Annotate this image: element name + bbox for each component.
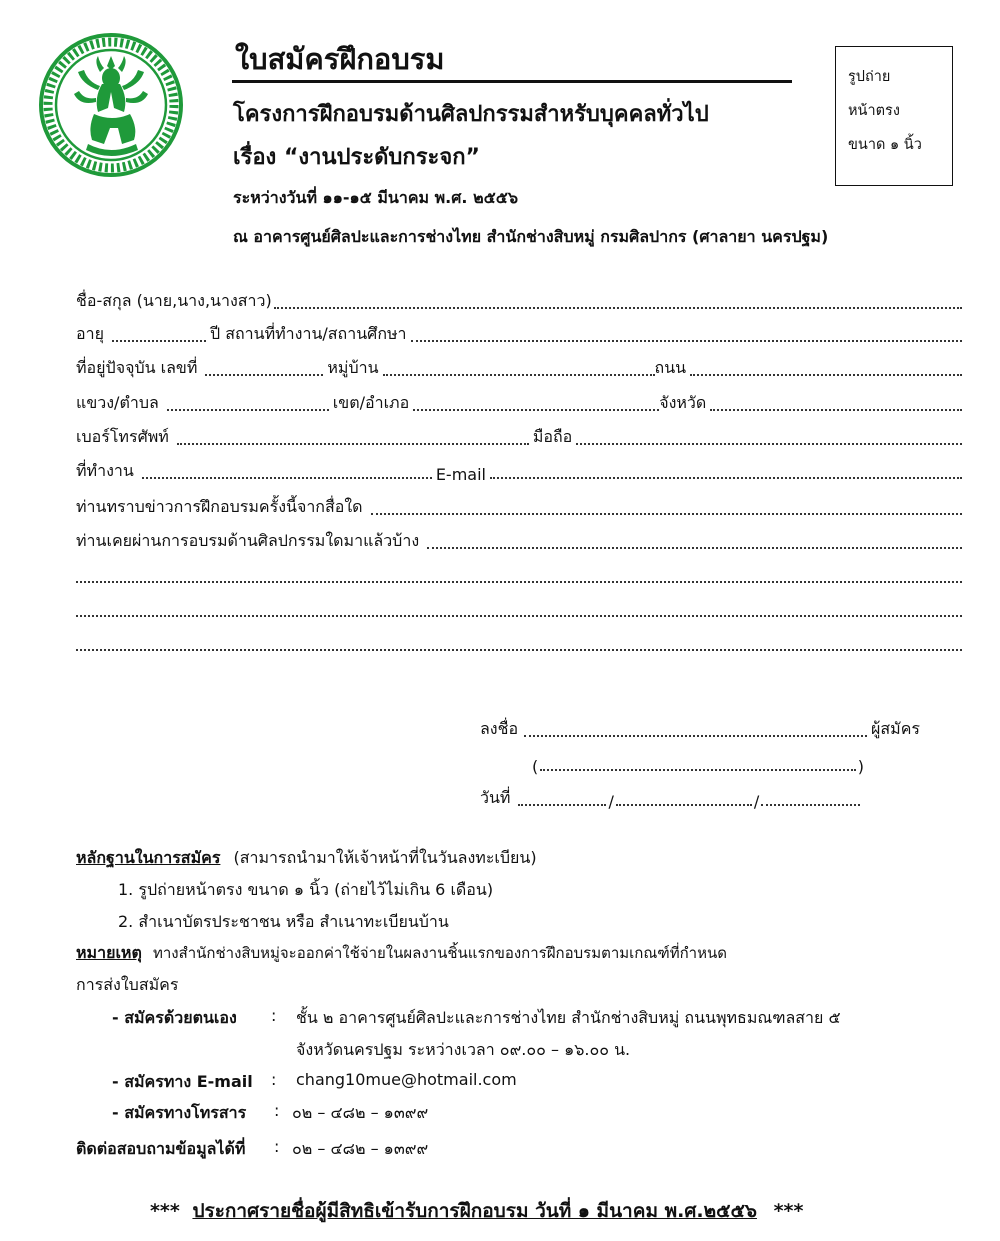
signature-row	[480, 716, 920, 742]
subdistrict-label: แขวง/ตำบล	[76, 393, 159, 412]
age-row	[76, 321, 962, 347]
news-source-label: ท่านทราบข่าวการฝึกอบรมครั้งนี้จากสื่อใด	[76, 497, 363, 516]
evidence-note: (สามารถนำมาให้เจ้าหน้าที่ในวันลงทะเบียน)	[233, 848, 537, 867]
road-label: ถนน	[654, 358, 687, 377]
photo-box-line3: ขนาด ๑ นิ้ว	[848, 137, 922, 153]
printed-name-row	[532, 750, 864, 776]
evidence-item-1: 1. รูปถ่ายหน้าตรง ขนาด ๑ นิ้ว (ถ่ายไว้ไม่เกิน 6 เดือน)	[118, 880, 494, 899]
age-label: อายุ	[76, 324, 104, 343]
signature-field[interactable]	[524, 735, 867, 737]
applicant-label: ผู้สมัคร	[871, 719, 920, 738]
email-method-colon: :	[271, 1070, 277, 1089]
news-source-row	[76, 494, 962, 520]
fax-method-label: - สมัครทางโทรสาร	[112, 1103, 247, 1122]
evidence-item-2: 2. สำเนาบัตรประชาชน หรือ สำเนาทะเบียนบ้าน	[118, 912, 449, 931]
date-line: ระหว่างวันที่ ๑๑-๑๕ มีนาคม พ.ศ. ๒๕๕๖	[233, 188, 518, 207]
age-field[interactable]	[112, 340, 206, 342]
date-day-field[interactable]	[518, 804, 606, 806]
experience-extra-field-2[interactable]	[76, 615, 962, 617]
sign-label: ลงชื่อ	[480, 719, 519, 738]
title-underline	[232, 80, 792, 83]
workplace-label: ที่ทำงาน	[76, 461, 134, 480]
photo-box-line1: รูปถ่าย	[848, 69, 891, 85]
district-label: เขต/อำเภอ	[332, 393, 410, 412]
date-label: วันที่	[480, 788, 511, 807]
contact-colon: :	[274, 1137, 280, 1156]
evidence-heading: หลักฐานในการสมัคร	[76, 848, 221, 867]
experience-extra-field-3[interactable]	[76, 649, 962, 651]
road-field[interactable]	[690, 374, 962, 376]
course-title: เรื่อง “งานประดับกระจก”	[233, 145, 481, 170]
in-person-label: - สมัครด้วยตนเอง	[112, 1008, 237, 1027]
workplace-school-field[interactable]	[411, 340, 962, 342]
name-row	[76, 288, 962, 314]
experience-extra-row-3	[76, 630, 962, 656]
date-slash-1: /	[608, 792, 614, 811]
email-label: E-mail	[435, 465, 486, 484]
email-address[interactable]: chang10mue@hotmail.com	[296, 1070, 517, 1089]
sign-date-row	[480, 785, 860, 811]
name-field[interactable]	[274, 307, 962, 309]
mobile-field[interactable]	[576, 443, 962, 445]
venue-line: ณ อาคารศูนย์ศิลปะและการช่างไทย สำนักช่างสิบหมู่ กรมศิลปากร (ศาลายา นครปฐม)	[233, 227, 829, 246]
experience-extra-field-1[interactable]	[76, 581, 962, 583]
in-person-address-line2: จังหวัดนครปฐม ระหว่างเวลา ๐๙.๐๐ – ๑๖.๐๐ น.	[296, 1040, 631, 1059]
evidence-heading-line	[76, 846, 537, 871]
village-label: หมู่บ้าน	[327, 358, 379, 377]
workplace-row	[76, 458, 962, 484]
date-year-field[interactable]	[761, 804, 860, 806]
address-row	[76, 355, 962, 381]
contact-label: ติดต่อสอบถามข้อมูลได้ที่	[76, 1139, 246, 1158]
open-paren: (	[532, 757, 539, 776]
note-line	[76, 941, 727, 966]
fax-number: ๐๒ – ๔๘๒ – ๑๓๙๙	[292, 1103, 429, 1122]
phone-field[interactable]	[177, 443, 529, 445]
submission-heading: การส่งใบสมัคร	[76, 975, 179, 994]
announcement-line	[150, 1196, 803, 1226]
stars-right: ***	[773, 1200, 804, 1222]
village-field[interactable]	[383, 374, 655, 376]
news-source-field[interactable]	[371, 513, 962, 515]
email-field[interactable]	[490, 477, 962, 479]
project-title: โครงการฝึกอบรมด้านศิลปกรรมสำหรับบุคคลทั่วไป	[233, 102, 709, 127]
phone-row	[76, 424, 962, 450]
mobile-label: มือถือ	[532, 427, 573, 446]
fine-arts-department-emblem	[38, 32, 184, 178]
subdistrict-field[interactable]	[167, 409, 329, 411]
announcement-text: ประกาศรายชื่อผู้มีสิทธิเข้ารับการฝึกอบรม วันที่ ๑ มีนาคม พ.ศ.๒๕๕๖	[192, 1200, 757, 1222]
experience-extra-row-2	[76, 596, 962, 622]
note-text: ทางสำนักช่างสิบหมู่จะออกค่าใช้จ่ายในผลงานชิ้นแรกของการฝึกอบรมตามเกณฑ์ที่กำหนด	[152, 944, 727, 962]
fax-method-colon: :	[274, 1101, 280, 1120]
printed-name-field[interactable]	[540, 769, 856, 771]
experience-field[interactable]	[427, 547, 962, 549]
workplace-field[interactable]	[142, 477, 432, 479]
address-label: ที่อยู่ปัจจุบัน เลขที่	[76, 358, 198, 377]
district-row	[76, 390, 962, 416]
date-month-field[interactable]	[616, 804, 752, 806]
in-person-colon: :	[271, 1006, 277, 1025]
province-field[interactable]	[710, 409, 962, 411]
email-method-label: - สมัครทาง E-mail	[112, 1072, 253, 1091]
note-heading: หมายเหตุ	[76, 943, 142, 962]
workplace-school-label: ปี สถานที่ทำงาน/สถานศึกษา	[209, 324, 407, 343]
stars-left: ***	[150, 1200, 180, 1222]
contact-number: ๐๒ – ๔๘๒ – ๑๓๙๙	[292, 1139, 429, 1158]
name-label: ชื่อ-สกุล (นาย,นาง,นางสาว)	[76, 291, 272, 310]
close-paren: )	[857, 757, 864, 776]
photo-box	[835, 46, 953, 186]
province-label: จังหวัด	[659, 393, 707, 412]
in-person-address-line1: ชั้น ๒ อาคารศูนย์ศิลปะและการช่างไทย สำนักช่างสิบหมู่ ถนนพุทธมณฑลสาย ๕	[296, 1008, 841, 1027]
form-title: ใบสมัครฝึกอบรม	[235, 42, 445, 76]
experience-label: ท่านเคยผ่านการอบรมด้านศิลปกรรมใดมาแล้วบ้าง	[76, 531, 420, 550]
date-slash-2: /	[753, 792, 760, 811]
experience-extra-row-1	[76, 562, 962, 588]
district-field[interactable]	[413, 409, 659, 411]
phone-label: เบอร์โทรศัพท์	[76, 427, 169, 446]
house-number-field[interactable]	[205, 374, 323, 376]
photo-box-line2: หน้าตรง	[848, 103, 900, 119]
experience-row	[76, 528, 962, 554]
